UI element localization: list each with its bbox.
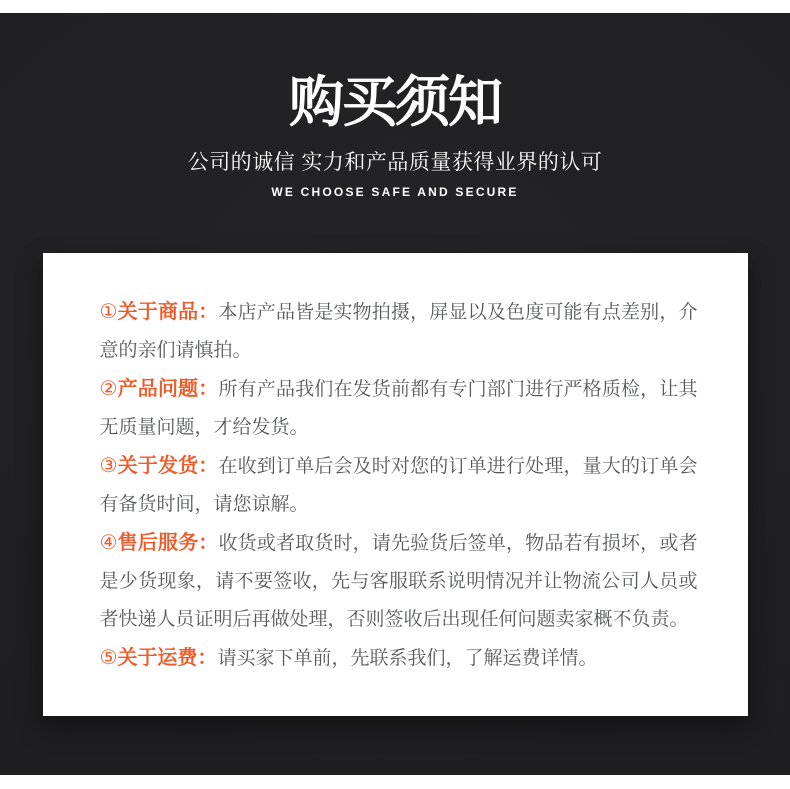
- item-number: ③: [99, 455, 118, 478]
- top-white-strip: [0, 0, 790, 13]
- item-text: 本店产品皆是实物拍摄，屏显以及色度可能有点差别，介意的亲们请慎拍。: [99, 302, 698, 362]
- item-label: 关于发货：: [117, 455, 219, 478]
- item-number: ⑤: [99, 647, 118, 670]
- item-label: 产品问题：: [117, 378, 219, 401]
- item-text: 在收到订单后会及时对您的订单进行处理，量大的订单会有备货时间，请您谅解。: [99, 456, 698, 516]
- banner-header: [0, 13, 790, 199]
- bottom-white-strip: [0, 775, 790, 789]
- item-label: 关于运费：: [117, 647, 218, 670]
- notice-item-after-sales: [100, 524, 698, 639]
- page-title: 购买须知: [288, 71, 501, 133]
- notice-item-freight: [100, 639, 698, 678]
- item-text: 所有产品我们在发货前都有专门部门进行严格质检，让其无质量问题，才给发货。: [99, 379, 698, 439]
- page-tagline: WE CHOOSE SAFE AND SECURE: [271, 185, 519, 200]
- item-number: ①: [99, 301, 118, 324]
- item-number: ④: [99, 532, 118, 555]
- item-number: ②: [99, 378, 118, 401]
- purchase-notice-banner: [0, 13, 790, 775]
- notice-card: [43, 253, 748, 716]
- item-label: 关于商品：: [117, 301, 219, 324]
- page-subtitle: 公司的诚信 实力和产品质量获得业界的认可: [187, 151, 603, 175]
- item-text: 收货或者取货时，请先验货后签单，物品若有损坏，或者是少货现象，请不要签收，先与客服联系说明情况并让物流公司人员或者快递人员证明后再做处理，否则签收后出现任何问题卖家概不负责。: [99, 533, 698, 631]
- notice-item-about-product: [100, 293, 698, 370]
- notice-item-shipping: [100, 447, 698, 524]
- notice-item-product-issues: [100, 370, 698, 447]
- item-label: 售后服务：: [117, 532, 219, 555]
- item-text: 请买家下单前，先联系我们，了解运费详情。: [217, 648, 598, 670]
